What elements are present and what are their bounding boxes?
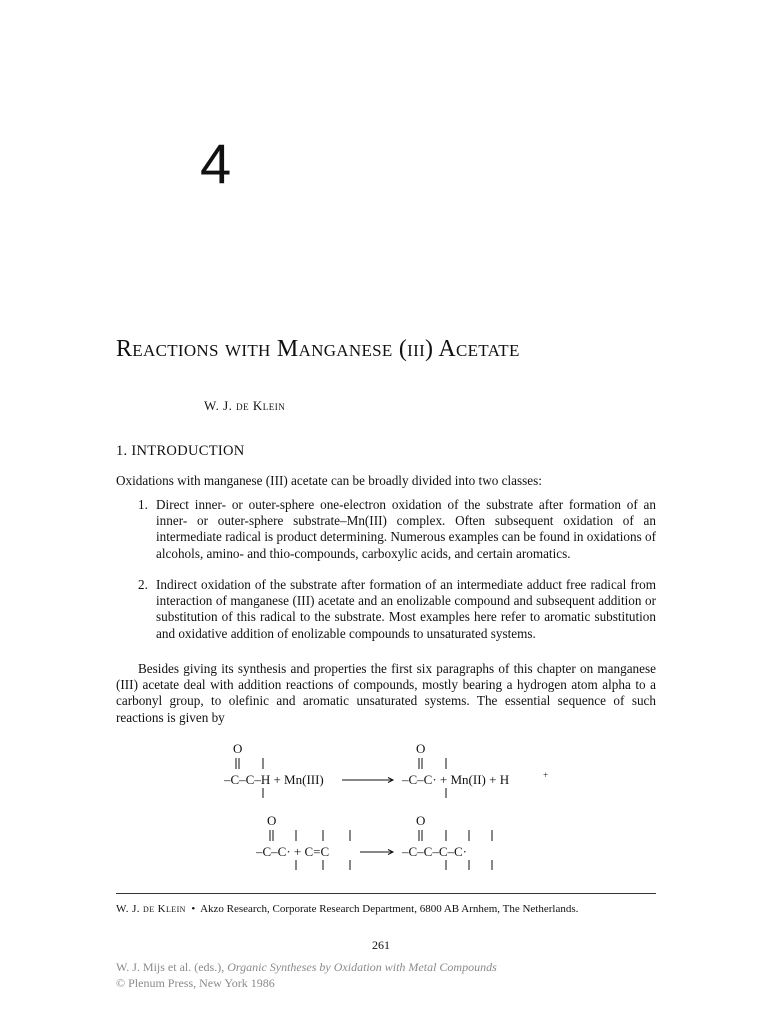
copyright-line: © Plenum Press, New York 1986 — [116, 976, 275, 990]
carbonyl-oxygen: O — [416, 813, 426, 828]
reaction-scheme — [220, 740, 549, 870]
equation-1-products: –C–C· + Mn(II) + H — [402, 772, 510, 787]
proton-charge: + — [543, 770, 549, 780]
chapter-title: Reactions with Manganese (iii) Acetate — [116, 336, 520, 362]
chapter-number: 4 — [200, 132, 232, 195]
list-item — [138, 497, 656, 562]
footnote-affiliation: Akzo Research, Corporate Research Department, 6800 AB Arnhem, The Netherlands. — [200, 903, 579, 915]
footnote-divider — [116, 893, 656, 894]
footnote-author: W. J. de Klein — [116, 903, 186, 915]
list-item-number: 2. — [138, 577, 148, 592]
credit-editors: W. J. Mijs et al. (eds.), — [116, 960, 228, 974]
page-number: 261 — [372, 938, 390, 952]
footnote-bullet: • — [191, 903, 196, 915]
list-item — [138, 577, 656, 642]
carbonyl-oxygen: O — [267, 813, 277, 828]
publication-credit — [116, 960, 497, 975]
author-footnote — [116, 902, 656, 916]
carbonyl-oxygen: O — [416, 741, 426, 756]
equation-2-products: –C–C–C–C· — [402, 844, 468, 859]
body-paragraph: Besides giving its synthesis and properties the first six paragraphs of this chapter on manganese (III) acetate deal with addition reactions of compounds, mostly bearing a hydrogen atom alpha to a carbonyl group, to olefinic and aromatic unsaturated systems. The essential sequence of such reactions is given by — [116, 661, 656, 725]
equation-1-reactants: –C–C–H + Mn(III) — [224, 772, 324, 787]
carbonyl-oxygen: O — [233, 741, 243, 756]
section-heading: 1. INTRODUCTION — [116, 443, 245, 459]
list-item-text: Indirect oxidation of the substrate after formation of an intermediate adduct free radical from interaction of manganese (III) acetate and an enolizable compound and subsequent addition or substitution of this radical to the substrate. Most examples here refer to aromatic substitution and oxidative addition of enolizable compounds to unsaturated systems. — [156, 577, 656, 641]
list-item-text: Direct inner- or outer-sphere one-electron oxidation of the substrate after formation of an inner- or outer-sphere substrate–Mn(III) complex. Often subsequent oxidation of an intermediate radical is product determining. Numerous examples can be found in oxidations of alcohols, amino- and thio-compounds, carboxylic acids, and certain aromatics. — [156, 497, 656, 561]
equation-2-reactants: –C–C· + C=C — [256, 844, 330, 859]
reaction-equations — [220, 740, 549, 870]
list-item-number: 1. — [138, 497, 148, 512]
chapter-author: W. J. de Klein — [204, 398, 286, 413]
credit-book-title: Organic Syntheses by Oxidation with Metal Compounds — [227, 960, 497, 974]
intro-sentence: Oxidations with manganese (III) acetate can be broadly divided into two classes: — [116, 473, 542, 488]
